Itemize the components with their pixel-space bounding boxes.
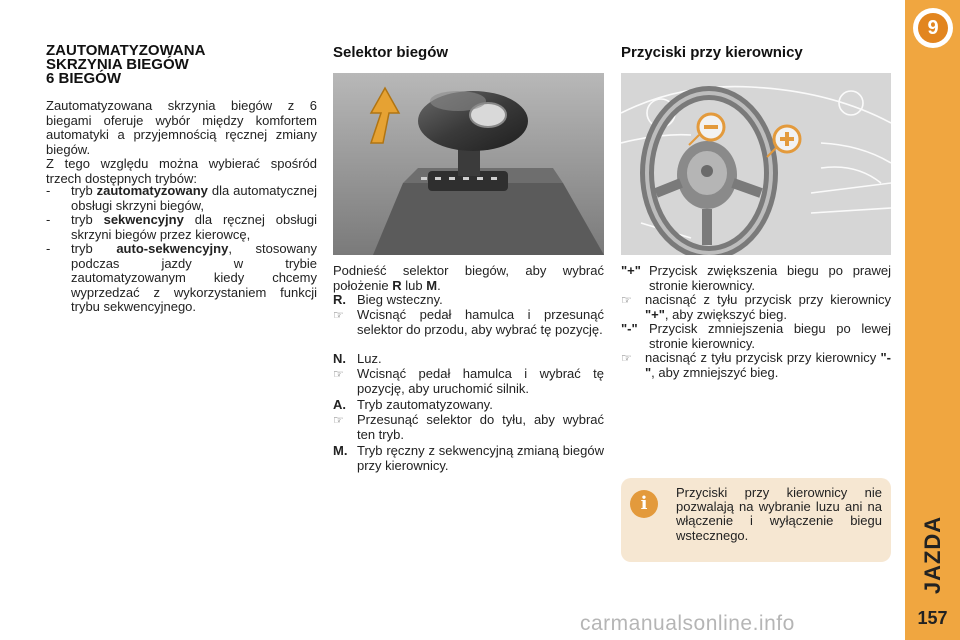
mode-name: zautomatyzowany bbox=[96, 183, 208, 198]
selector-intro: Podnieść selektor biegów, aby wybrać położenie R lub M. bbox=[333, 263, 604, 293]
selector-item: R. Bieg wsteczny. bbox=[333, 292, 443, 307]
pointing-hand-icon: ☞ bbox=[333, 367, 344, 381]
position-r: R bbox=[392, 277, 402, 293]
paddles-title: Przyciski przy kierownicy bbox=[621, 44, 803, 61]
chapter-number: 9 bbox=[918, 13, 948, 43]
info-icon: i bbox=[630, 490, 658, 518]
selector-key: N. bbox=[333, 351, 346, 366]
intro-paragraph: Zautomatyzowana skrzynia biegów z 6 biegami oferuje wybór między komfortem automatyki a przyjemnością ręcznej zmiany biegów. bbox=[46, 98, 317, 157]
paddle-item: "+" Przycisk zwiększenia biegu po prawej stronie kierownicy. bbox=[621, 263, 891, 293]
selector-item: N. Luz. bbox=[333, 351, 382, 366]
steering-wheel-image bbox=[621, 73, 891, 255]
pointing-hand-icon: ☞ bbox=[621, 351, 632, 365]
position-m: M bbox=[426, 277, 438, 293]
selector-key: A. bbox=[333, 397, 346, 412]
gear-selector-image bbox=[333, 73, 604, 255]
paddle-key: "-" bbox=[621, 321, 638, 336]
main-title-line: 6 BIEGÓW bbox=[46, 70, 122, 87]
selector-title: Selektor biegów bbox=[333, 44, 449, 61]
chapter-badge bbox=[913, 8, 953, 48]
steering-wheel-illustration bbox=[621, 73, 891, 255]
gear-selector-illustration bbox=[333, 73, 604, 255]
pointing-hand-icon: ☞ bbox=[333, 308, 344, 322]
selector-key: M. bbox=[333, 443, 348, 458]
selector-item: M. Tryb ręczny z sekwencyjną zmianą biegów przy kierownicy. bbox=[333, 443, 604, 473]
mode-item: - tryb sekwencyjny dla ręcznej obsługi skrzyni biegów przez kierowcę, bbox=[46, 212, 317, 242]
selector-item: ☞ Wcisnąć pedał hamulca i przesunąć selektor do przodu, aby wybrać tę pozycję. bbox=[333, 307, 604, 337]
mode-item: - tryb zautomatyzowany dla automatycznej obsługi skrzyni biegów, bbox=[46, 183, 317, 213]
paddle-item: ☞ nacisnąć z tyłu przycisk przy kierownicy "-", aby zmniejszyć bieg. bbox=[621, 350, 891, 380]
section-label-text: JAZDA bbox=[919, 515, 945, 595]
mode-name: auto-sekwencyjny bbox=[116, 241, 229, 256]
main-title-line: ZAUTOMATYZOWANA bbox=[46, 42, 206, 59]
selector-item: ☞ Wcisnąć pedał hamulca i wybrać tę pozycję, aby uruchomić silnik. bbox=[333, 366, 604, 396]
info-text: Przyciski przy kierownicy nie pozwalają na wybranie luzu ani na włączenie i wyłączenie biegu wstecznego. bbox=[676, 485, 882, 543]
pointing-hand-icon: ☞ bbox=[333, 413, 344, 427]
paddle-key: "+" bbox=[621, 263, 641, 278]
page-number: 157 bbox=[917, 608, 948, 628]
mode-name: sekwencyjny bbox=[103, 212, 184, 227]
paddle-key: "+" bbox=[645, 306, 665, 322]
mode-item: - tryb auto-sekwencyjny, stosowany podczas jazdy w trybie zautomatyzowanym kiedy chcemy wyprzedzać z wykorzystaniem funkcji trybu sekwencyjnego. bbox=[46, 241, 317, 315]
paddle-key: "-" bbox=[645, 350, 891, 380]
selector-key: R. bbox=[333, 292, 346, 307]
selector-item: ☞ Przesunąć selektor do tyłu, aby wybrać ten tryb. bbox=[333, 412, 604, 442]
section-label bbox=[905, 510, 960, 600]
selector-item: A. Tryb zautomatyzowany. bbox=[333, 397, 493, 412]
paddle-item: "-" Przycisk zmniejszenia biegu po lewej stronie kierownicy. bbox=[621, 321, 891, 351]
main-title-line: SKRZYNIA BIEGÓW bbox=[46, 56, 189, 73]
intro-paragraph-modes: Z tego względu można wybierać spośród trzech dostępnych trybów: bbox=[46, 156, 317, 186]
pointing-hand-icon: ☞ bbox=[621, 293, 632, 307]
watermark: carmanualsonline.info bbox=[580, 612, 795, 635]
main-title bbox=[46, 44, 316, 86]
paddle-item: ☞ nacisnąć z tyłu przycisk przy kierownicy "+", aby zwiększyć bieg. bbox=[621, 292, 891, 322]
